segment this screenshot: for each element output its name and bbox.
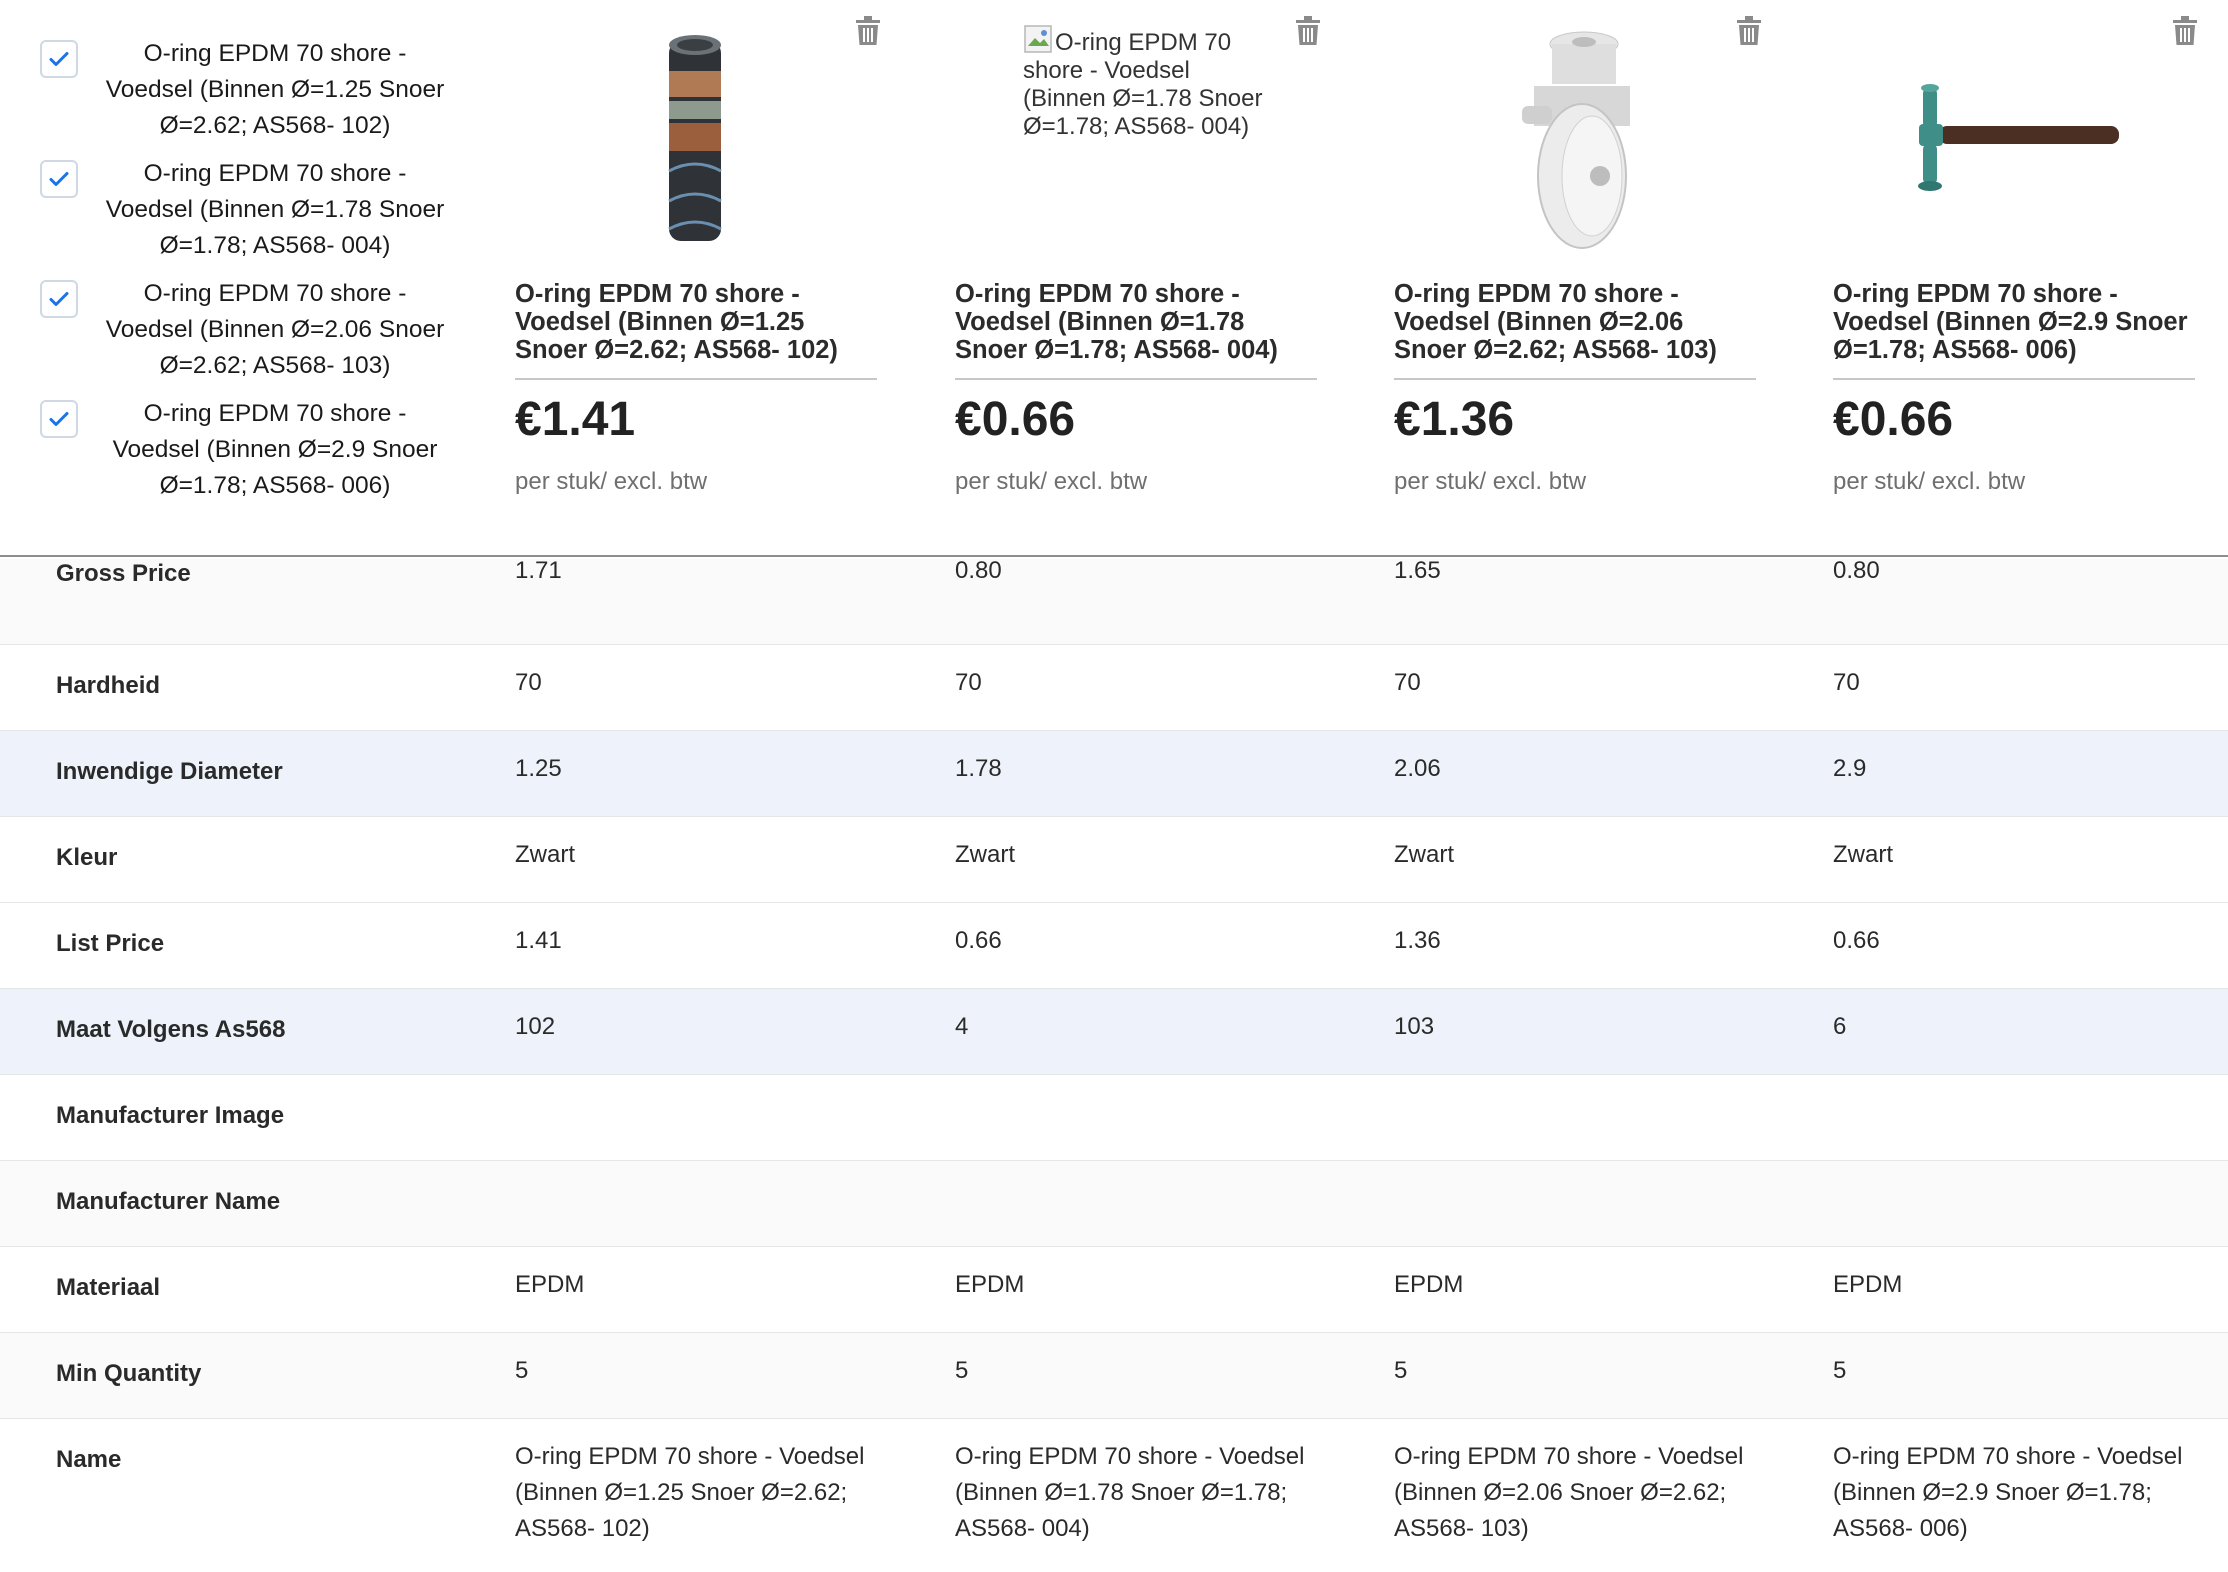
spec-row [0, 1247, 2228, 1333]
spec-label: Inwendige Diameter [56, 758, 283, 785]
spec-row [0, 1333, 2228, 1419]
spec-value: 5 [515, 1357, 529, 1384]
spec-row [0, 1161, 2228, 1247]
spec-value: 0.80 [955, 557, 1002, 584]
product-title[interactable]: O-ring EPDM 70 shore - Voedsel (Binnen Ø=1.78 Snoer Ø=1.78; AS568- 004) [955, 280, 1317, 380]
spec-value: 70 [955, 669, 982, 696]
product-title[interactable]: O-ring EPDM 70 shore - Voedsel (Binnen Ø=2.9 Snoer Ø=1.78; AS568- 006) [1833, 280, 2195, 380]
selection-item[interactable] [40, 396, 460, 516]
spec-value: O-ring EPDM 70 shore - Voedsel (Binnen Ø=1.78 Snoer Ø=1.78; AS568- 004) [955, 1443, 1305, 1542]
spec-value: 103 [1394, 1013, 1435, 1040]
price-subtext: per stuk/ excl. btw [1833, 468, 2026, 495]
spec-row [0, 989, 2228, 1075]
spec-value: 6 [1833, 1013, 1847, 1040]
selection-item[interactable] [40, 276, 460, 396]
check-icon [47, 47, 71, 71]
spec-label: Min Quantity [56, 1360, 202, 1387]
spec-row [0, 817, 2228, 903]
check-icon [47, 167, 71, 191]
trash-icon[interactable] [1295, 16, 1321, 46]
checkbox[interactable] [40, 400, 78, 438]
spec-value: 2.06 [1394, 755, 1441, 782]
spec-row [0, 903, 2228, 989]
spec-label: Name [56, 1446, 122, 1473]
spec-value: EPDM [515, 1271, 585, 1298]
check-icon [47, 287, 71, 311]
broken-image[interactable] [1023, 24, 1263, 141]
spec-row [0, 559, 2228, 645]
spec-value: 2.9 [1833, 755, 1867, 782]
spec-value: 70 [1833, 669, 1860, 696]
compare-header [0, 0, 2228, 557]
spec-value: 1.65 [1394, 557, 1441, 584]
spec-value: 0.80 [1833, 557, 1880, 584]
hammer-image[interactable] [1903, 24, 2123, 254]
spec-value: Zwart [1833, 841, 1893, 868]
spec-value: 1.41 [515, 927, 562, 954]
spec-value: 5 [1394, 1357, 1408, 1384]
spec-value: EPDM [1833, 1271, 1903, 1298]
product-title[interactable]: O-ring EPDM 70 shore - Voedsel (Binnen Ø=2.06 Snoer Ø=2.62; AS568- 103) [1394, 280, 1756, 380]
spec-value: 102 [515, 1013, 556, 1040]
selection-label: O-ring EPDM 70 shore - Voedsel (Binnen Ø=2.06 Snoer Ø=2.62; AS568- 103) [105, 280, 445, 379]
spec-label: Manufacturer Image [56, 1102, 285, 1129]
spec-value: O-ring EPDM 70 shore - Voedsel (Binnen Ø=2.06 Snoer Ø=2.62; AS568- 103) [1394, 1443, 1744, 1542]
spec-label: Gross Price [56, 560, 191, 587]
specs-table [0, 559, 2228, 1572]
spec-value: 5 [955, 1357, 969, 1384]
product-column [955, 0, 1335, 520]
spec-value: 5 [1833, 1357, 1847, 1384]
product-selection-list [40, 36, 460, 516]
selection-item[interactable] [40, 156, 460, 276]
spec-value: 70 [1394, 669, 1421, 696]
caster-wheel-image[interactable] [1494, 24, 1654, 254]
product-price: €0.66 [1833, 393, 1954, 446]
spec-row [0, 1419, 2228, 1572]
spec-value: 4 [955, 1013, 969, 1040]
product-column [515, 0, 895, 520]
product-price: €1.36 [1394, 393, 1515, 446]
image-alt-text: O-ring EPDM 70 shore - Voedsel (Binnen Ø=1.78 Snoer Ø=1.78; AS568- 004) [1023, 29, 1263, 140]
spec-value: 1.25 [515, 755, 562, 782]
spec-row [0, 1075, 2228, 1161]
spec-label: Kleur [56, 844, 118, 871]
spec-label: Maat Volgens As568 [56, 1016, 286, 1043]
checkbox[interactable] [40, 280, 78, 318]
checkbox[interactable] [40, 40, 78, 78]
spec-value: 1.71 [515, 557, 562, 584]
trash-icon[interactable] [1736, 16, 1762, 46]
spec-label: Manufacturer Name [56, 1188, 281, 1215]
spec-value: 0.66 [1833, 927, 1880, 954]
checkbox[interactable] [40, 160, 78, 198]
product-column [1833, 0, 2213, 520]
spec-value: O-ring EPDM 70 shore - Voedsel (Binnen Ø=2.9 Snoer Ø=1.78; AS568- 006) [1833, 1443, 2183, 1542]
trash-icon[interactable] [2172, 16, 2198, 46]
spec-row [0, 645, 2228, 731]
selection-label: O-ring EPDM 70 shore - Voedsel (Binnen Ø=1.78 Snoer Ø=1.78; AS568- 004) [105, 160, 445, 259]
product-column [1394, 0, 1774, 520]
spec-label: Hardheid [56, 672, 161, 699]
hose-image[interactable] [645, 24, 745, 254]
product-price: €1.41 [515, 393, 636, 446]
spec-value: EPDM [1394, 1271, 1464, 1298]
selection-item[interactable] [40, 36, 460, 156]
product-title[interactable]: O-ring EPDM 70 shore - Voedsel (Binnen Ø=1.25 Snoer Ø=2.62; AS568- 102) [515, 280, 877, 380]
spec-label: Materiaal [56, 1274, 161, 1301]
spec-value: 1.36 [1394, 927, 1441, 954]
spec-value: 1.78 [955, 755, 1002, 782]
spec-value: Zwart [1394, 841, 1454, 868]
product-price: €0.66 [955, 393, 1076, 446]
price-subtext: per stuk/ excl. btw [955, 468, 1148, 495]
check-icon [47, 407, 71, 431]
spec-value: 0.66 [955, 927, 1002, 954]
spec-value: 70 [515, 669, 542, 696]
spec-value: O-ring EPDM 70 shore - Voedsel (Binnen Ø=1.25 Snoer Ø=2.62; AS568- 102) [515, 1443, 865, 1542]
selection-label: O-ring EPDM 70 shore - Voedsel (Binnen Ø=2.9 Snoer Ø=1.78; AS568- 006) [112, 400, 438, 499]
trash-icon[interactable] [855, 16, 881, 46]
spec-value: EPDM [955, 1271, 1025, 1298]
spec-value: Zwart [955, 841, 1015, 868]
spec-row [0, 731, 2228, 817]
broken-image-icon [1023, 24, 1053, 54]
spec-value: Zwart [515, 841, 575, 868]
selection-label: O-ring EPDM 70 shore - Voedsel (Binnen Ø=1.25 Snoer Ø=2.62; AS568- 102) [105, 40, 445, 139]
spec-label: List Price [56, 930, 165, 957]
price-subtext: per stuk/ excl. btw [1394, 468, 1587, 495]
price-subtext: per stuk/ excl. btw [515, 468, 708, 495]
